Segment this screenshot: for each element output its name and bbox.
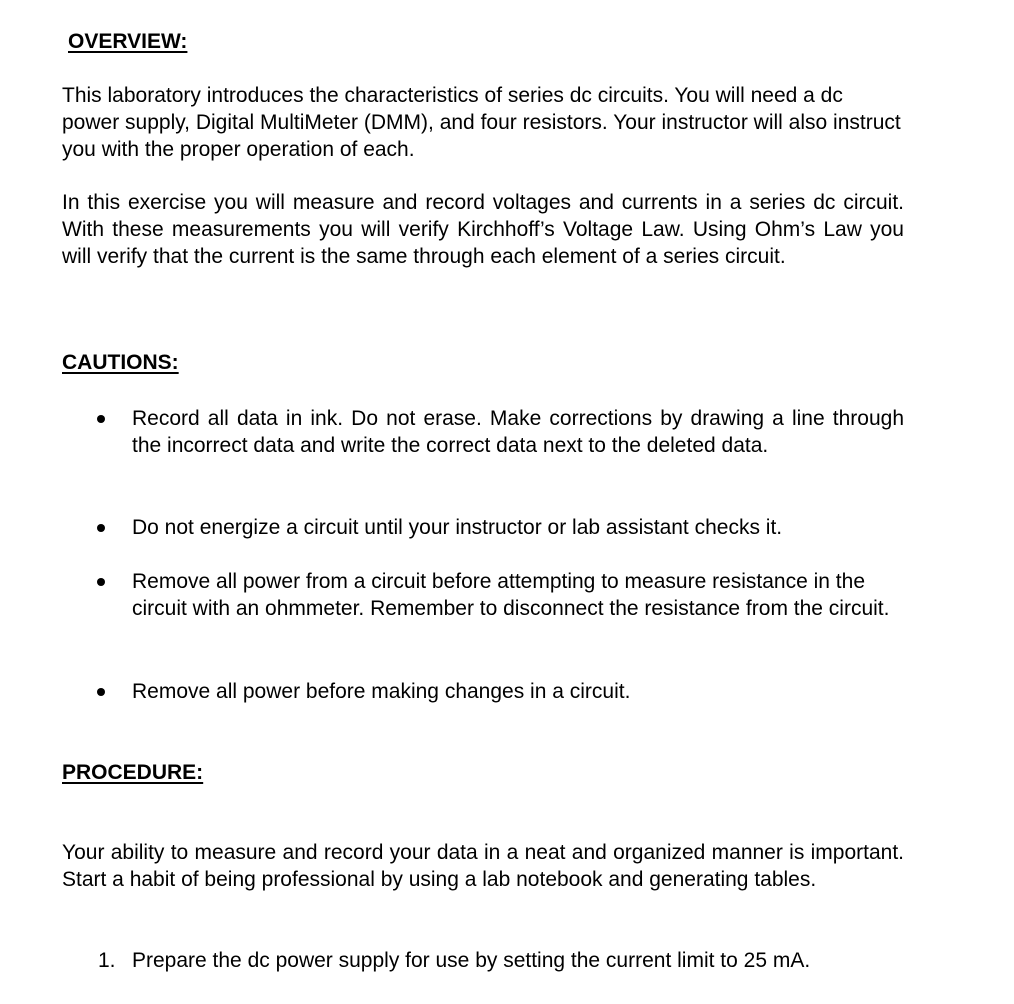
procedure-step-1: Prepare the dc power supply for use by setting the current limit to 25 mA. xyxy=(132,949,811,972)
caution-item-1: Record all data in ink. Do not erase. Make corrections by drawing a line through the incorrect data and write the correct data next to the deleted data. xyxy=(132,407,904,457)
bullet-icon xyxy=(97,678,107,705)
overview-heading: OVERVIEW: xyxy=(68,30,188,53)
caution-item-2: Do not energize a circuit until your instructor or lab assistant checks it. xyxy=(132,516,783,539)
bullet-icon xyxy=(97,514,107,541)
overview-paragraph-1: This laboratory introduces the characteristics of series dc circuits. You will need a dc power supply, Digital MultiMeter (DMM), and four resistors. Your instructor will also instruct you with the proper operation of each. xyxy=(62,84,901,161)
step-number: 1. xyxy=(98,949,116,972)
procedure-intro: Your ability to measure and record your data in a neat and organized manner is important. Start a habit of being professional by using a lab notebook and generating tables. xyxy=(62,841,904,891)
caution-item-4: Remove all power before making changes in a circuit. xyxy=(132,680,631,703)
bullet-icon xyxy=(97,405,107,432)
bullet-icon xyxy=(97,568,107,595)
overview-paragraph-2: In this exercise you will measure and record voltages and currents in a series dc circuit. With these measurements you will verify Kirchhoff’s Voltage Law. Using Ohm’s Law you will verify that the current is the same through each element of a series circuit. xyxy=(62,191,904,268)
procedure-heading: PROCEDURE: xyxy=(62,761,204,784)
cautions-heading: CAUTIONS: xyxy=(62,351,179,374)
caution-item-3: Remove all power from a circuit before attempting to measure resistance in the circuit with an ohmmeter. Remember to disconnect the resistance from the circuit. xyxy=(132,570,890,620)
